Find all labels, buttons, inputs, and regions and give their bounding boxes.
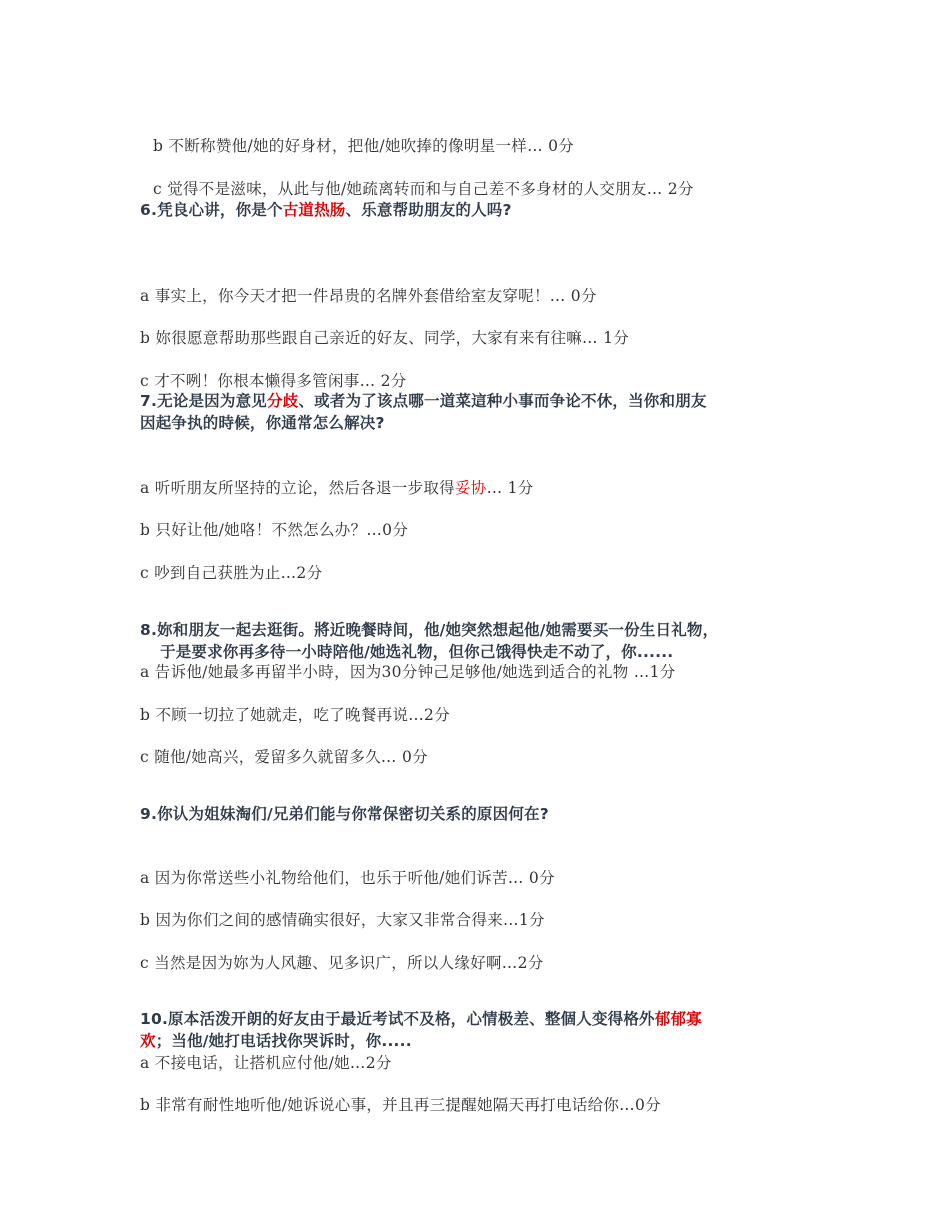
q9-option-c: c 当然是因为妳为人风趣、见多识广，所以人缘好啊…2分 bbox=[140, 954, 544, 972]
q8-option-a: a 告诉他/她最多再留半小時，因为30分钟己足够他/她选到适合的礼物 …1分 bbox=[140, 663, 676, 681]
q10-highlight-1: 郁郁寡 bbox=[654, 1010, 702, 1028]
q6-highlight: 古道热肠 bbox=[282, 201, 346, 219]
q8-option-c: c 随他/她高兴，爱留多久就留多久… 0分 bbox=[140, 748, 428, 766]
q10-highlight-2: 欢 bbox=[140, 1032, 156, 1050]
q7-option-b: b 只好让他/她咯！不然怎么办？…0分 bbox=[140, 521, 409, 539]
q5-option-b: b 不断称赞他/她的好身材，把他/她吹捧的像明星一样… 0分 bbox=[153, 137, 575, 155]
q7-option-a-highlight: 妥协 bbox=[454, 479, 487, 497]
q6-option-c: c 才不咧！你根本懒得多管闲事… 2分 bbox=[140, 372, 407, 390]
q10-title: 10.原本活泼开朗的好友由于最近考试不及格，心情极差、整個人变得格外郁郁寡 欢；当他/她打电话找你哭诉时，你..... bbox=[140, 1010, 702, 1050]
q10-option-b: b 非常有耐性地听他/她诉说心事，并且再三提醒她隔天再打电话给你…0分 bbox=[140, 1096, 661, 1114]
q6-title: 6.凭良心讲，你是个古道热肠、乐意帮助朋友的人吗? bbox=[140, 201, 512, 219]
q7-highlight: 分歧 bbox=[266, 392, 299, 410]
q7-title: 7.无论是因为意见分歧、或者为了该点哪一道菜這种小事而争论不休，当你和朋友 因起争执的時候，你通常怎么解决? bbox=[140, 392, 707, 432]
q8-title: 8.妳和朋友一起去逛街。將近晚餐時间，他/她突然想起他/她需要买一份生日礼物， 于是要求你再多待一小時陪他/她选礼物，但你己饿得快走不动了，你...... bbox=[140, 621, 719, 661]
q8-option-b: b 不顾一切拉了她就走，吃了晚餐再说…2分 bbox=[140, 706, 451, 724]
q9-title: 9.你认为姐妹淘们/兄弟们能与你常保密切关系的原因何在? bbox=[140, 805, 549, 823]
q7-option-c: c 吵到自己获胜为止…2分 bbox=[140, 564, 323, 582]
q6-option-a: a 事实上，你今天才把一件昂贵的名牌外套借给室友穿呢！… 0分 bbox=[140, 287, 597, 305]
q10-option-a: a 不接电话，让搭机应付他/她…2分 bbox=[140, 1054, 392, 1072]
q7-option-a: a 听听朋友所坚持的立论，然后各退一步取得妥协… 1分 bbox=[140, 479, 534, 497]
q6-option-b: b 妳很愿意帮助那些跟自己亲近的好友、同学，大家有来有往嘛… 1分 bbox=[140, 329, 630, 347]
q5-option-c: c 觉得不是滋味，从此与他/她疏离转而和与自己差不多身材的人交朋友… 2分 bbox=[153, 180, 694, 198]
q9-option-b: b 因为你们之间的感情确实很好，大家又非常合得来…1分 bbox=[140, 911, 545, 929]
q9-option-a: a 因为你常送些小礼物给他们，也乐于听他/她们诉苦… 0分 bbox=[140, 869, 555, 887]
